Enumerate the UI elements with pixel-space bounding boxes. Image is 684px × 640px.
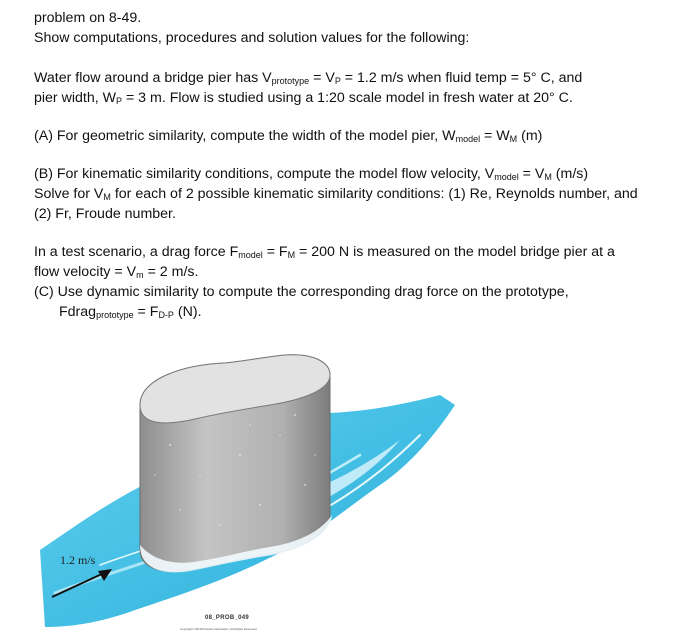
part-c-line-1: (C) Use dynamic similarity to compute the corresponding drag force on the prototype, [34, 284, 569, 300]
part-b-line-2: Solve for $V_M$ for each of 2 possible kinematic similarity conditions: (1) Re, Reynolds number, and [34, 186, 638, 202]
part-b-line-1: (B) For kinematic similarity conditions, compute the model flow velocity, $V_{model} = V_M$ (m/s) [34, 166, 589, 182]
part-b-line-3: (2) Fr, Froude number. [34, 206, 176, 222]
bridge-pier-figure [40, 335, 460, 635]
figure-id: 08_PROB_049 [205, 615, 249, 621]
header-line-1: problem on 8-49. [34, 10, 142, 26]
intro-line-2: pier width, $W_P = 3$ m. Flow is studied using a 1:20 scale model in fresh water at 20° C. [34, 90, 573, 106]
part-c-line-2: Fdrag$_{prototype}$ = $F_{D-P}$ (N). [59, 304, 202, 320]
part-a: (A) For geometric similarity, compute the width of the model pier, $W_{model} = W_M$ (m) [34, 128, 543, 144]
problem-document [34, 8, 674, 322]
intro-line-1: Water flow around a bridge pier has $V_{prototype} = V_P = 1.2$ m/s when fluid temp = 5° C, and [34, 70, 583, 86]
scenario-line-1: In a test scenario, a drag force $F_{model} = F_M = 200$ N is measured on the model bridge pier at a [34, 244, 615, 260]
velocity-label: 1.2 m/s [60, 553, 96, 567]
scenario-line-2: flow velocity = $V_m = 2$ m/s. [34, 264, 199, 280]
figure-copyright: Copyright ©2018 Pearson Education, All Rights Reserved [180, 627, 257, 631]
header-line-2: Show computations, procedures and solution values for the following: [34, 30, 470, 46]
pier-illustration [40, 335, 460, 635]
